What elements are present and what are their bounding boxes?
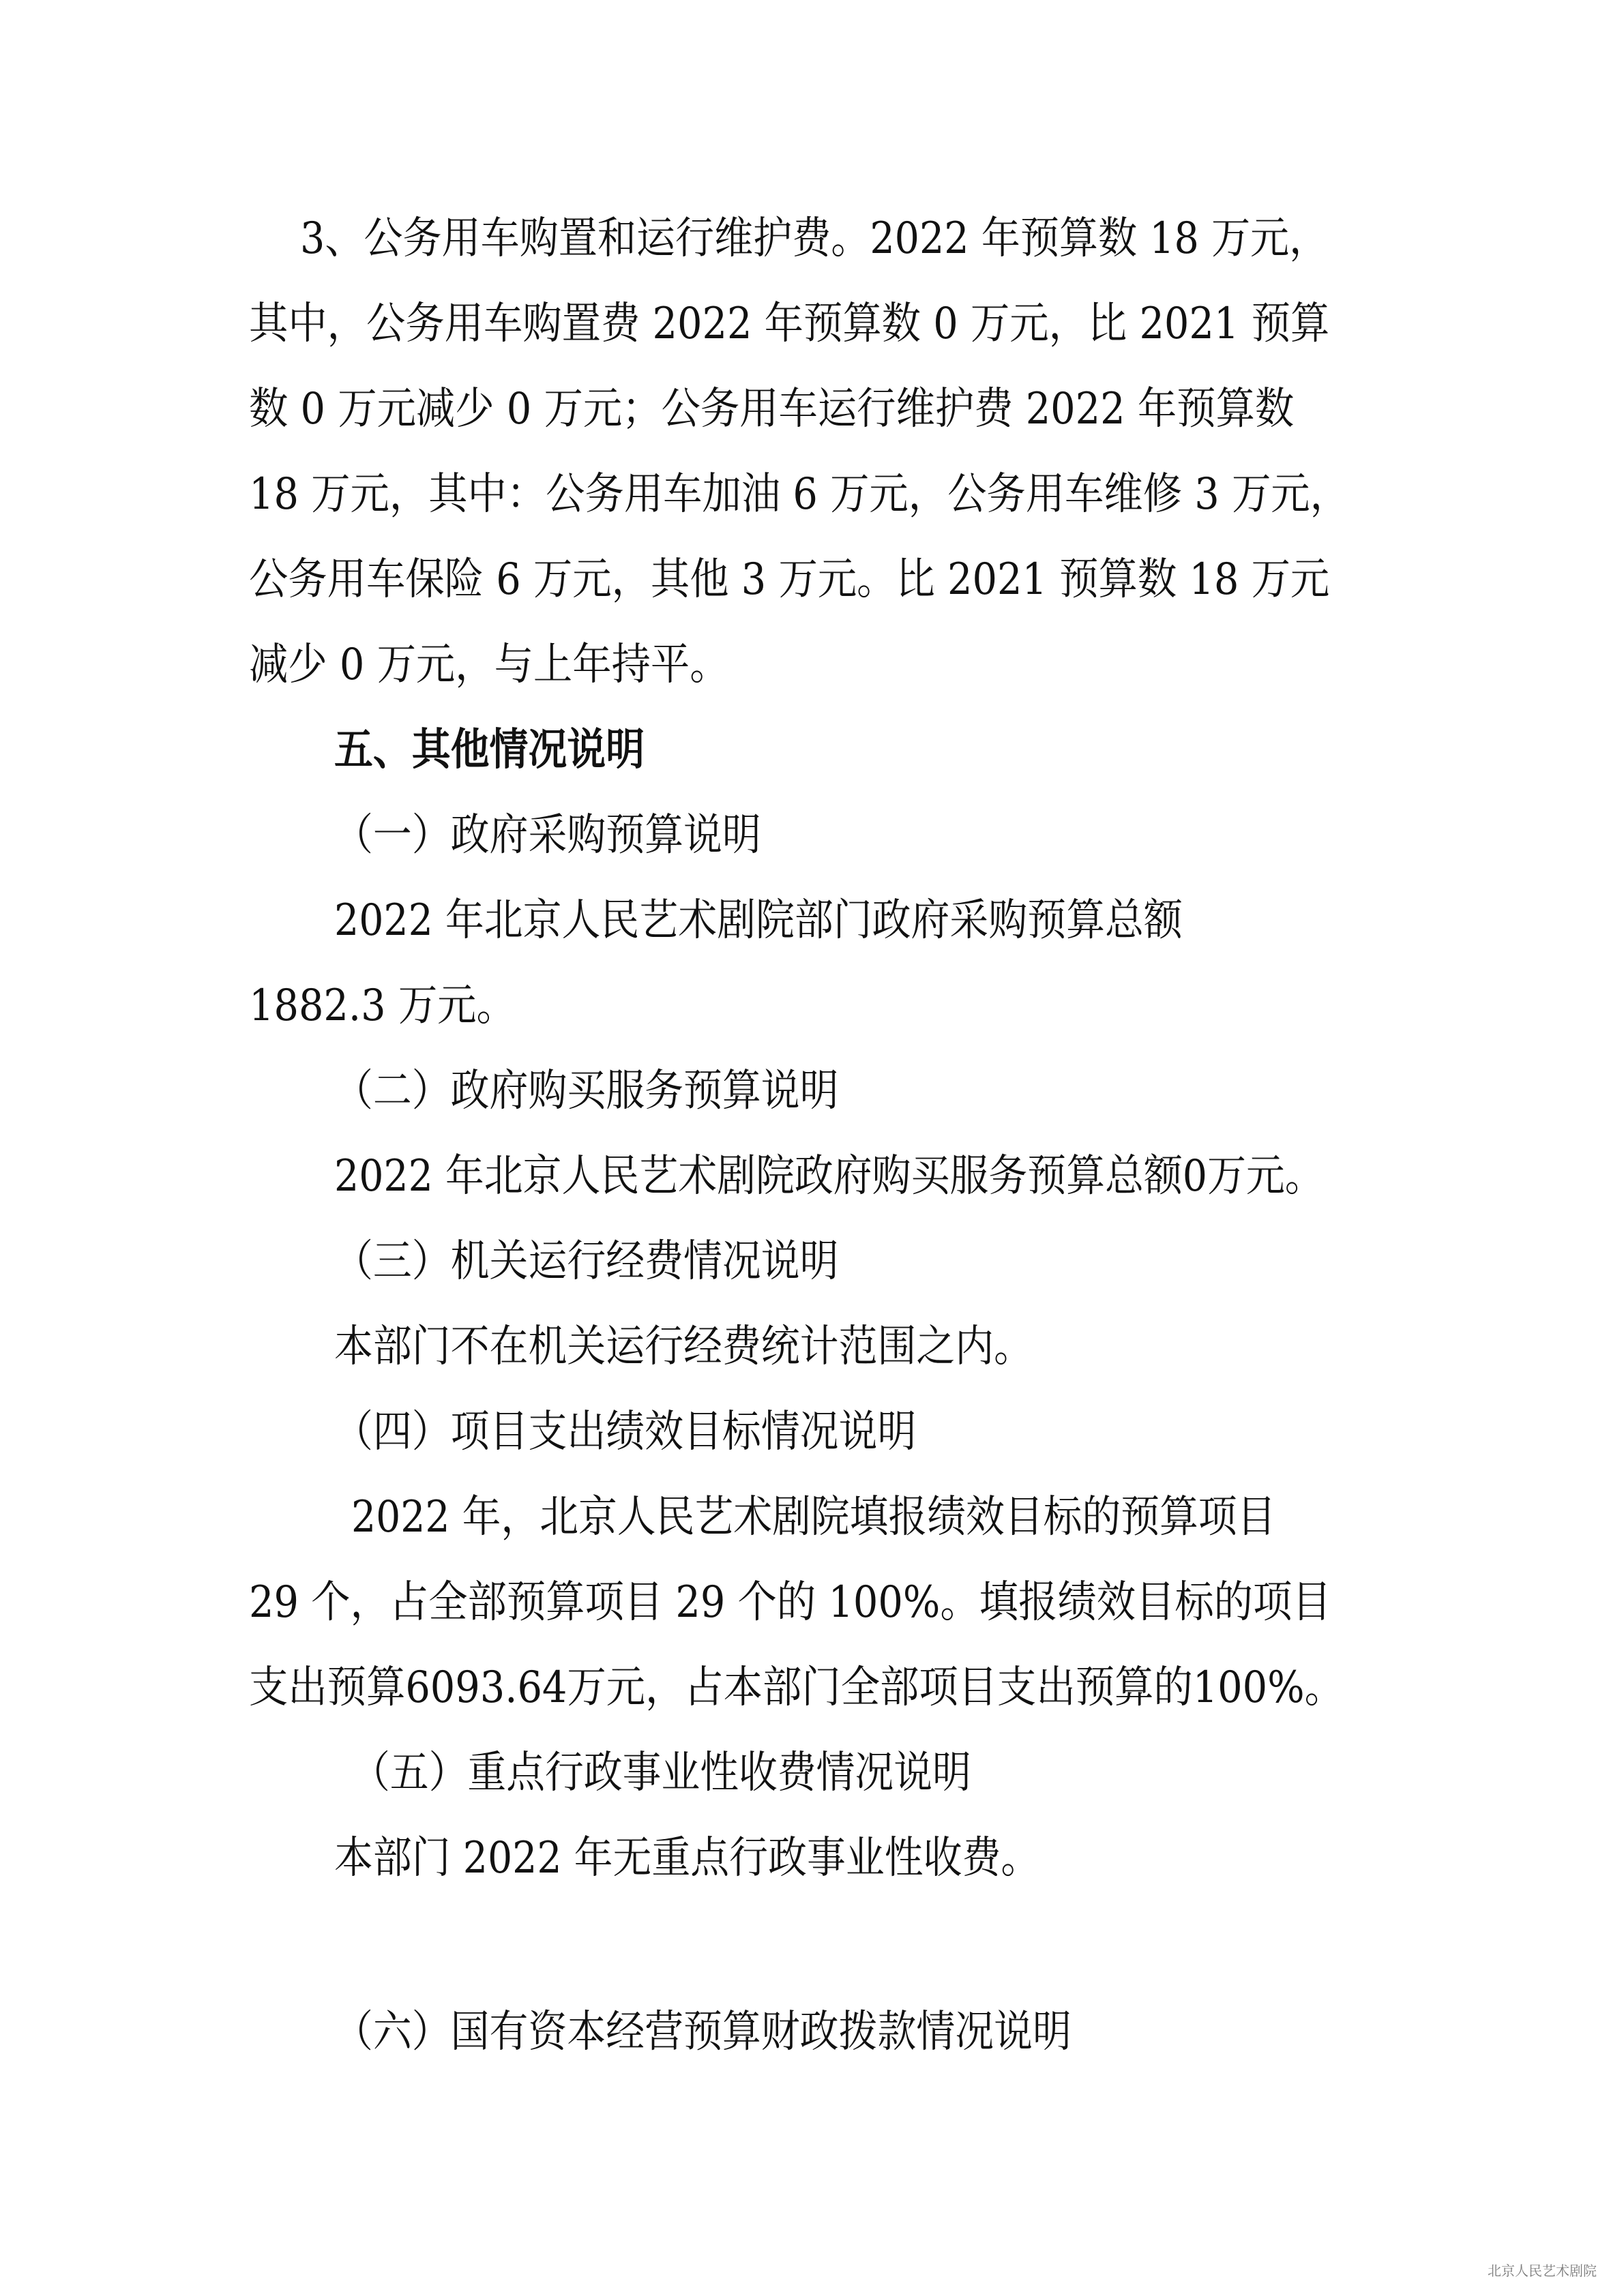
sub5-line-1: 本部门 2022 年无重点行政事业性收费。: [334, 1833, 1040, 1883]
sub5-title: （五）重点行政事业性收费情况说明: [351, 1748, 971, 1798]
sub2-line-1: 2022 年北京人民艺术剧院政府购买服务预算总额0万元。: [334, 1151, 1324, 1202]
sub4-line-1: 2022 年，北京人民艺术剧院填报绩效目标的预算项目: [351, 1492, 1276, 1542]
p3-line-2: 其中，公务用车购置费 2022 年预算数 0 万元，比 2021 预算: [249, 299, 1330, 349]
sub6-title: （六）国有资本经营预算财政拨款情况说明: [334, 2007, 1072, 2057]
sub3-line-1: 本部门不在机关运行经费统计范围之内。: [334, 1322, 1033, 1372]
sub4-title: （四）项目支出绩效目标情况说明: [334, 1407, 917, 1457]
p3-line-6: 减少 0 万元，与上年持平。: [249, 640, 729, 690]
sub3-title: （三）机关运行经费情况说明: [334, 1236, 839, 1287]
sub2-title: （二）政府购买服务预算说明: [334, 1066, 839, 1116]
sub1-line-1: 2022 年北京人民艺术剧院部门政府采购预算总额: [334, 895, 1183, 946]
sub1-line-2: 1882.3 万元。: [249, 981, 516, 1031]
sub1-title: （一）政府采购预算说明: [334, 810, 761, 861]
sub4-line-2: 29 个，占全部预算项目 29 个的 100%。填报绩效目标的项目: [249, 1577, 1331, 1628]
p3-line-4: 18 万元，其中：公务用车加油 6 万元，公务用车维修 3 万元，: [249, 469, 1349, 520]
p3-line-1: 3、公务用车购置和运行维护费。2022 年预算数 18 万元，: [300, 213, 1329, 264]
sub4-line-3: 支出预算6093.64万元，占本部门全部项目支出预算的100%。: [249, 1663, 1344, 1713]
p3-line-3: 数 0 万元减少 0 万元；公务用车运行维护费 2022 年预算数: [249, 384, 1295, 434]
section-5-title: 五、其他情况说明: [334, 725, 645, 775]
watermark: 北京人民艺术剧院: [1488, 2263, 1597, 2279]
p3-line-5: 公务用车保险 6 万元，其他 3 万元。比 2021 预算数 18 万元: [249, 554, 1330, 605]
